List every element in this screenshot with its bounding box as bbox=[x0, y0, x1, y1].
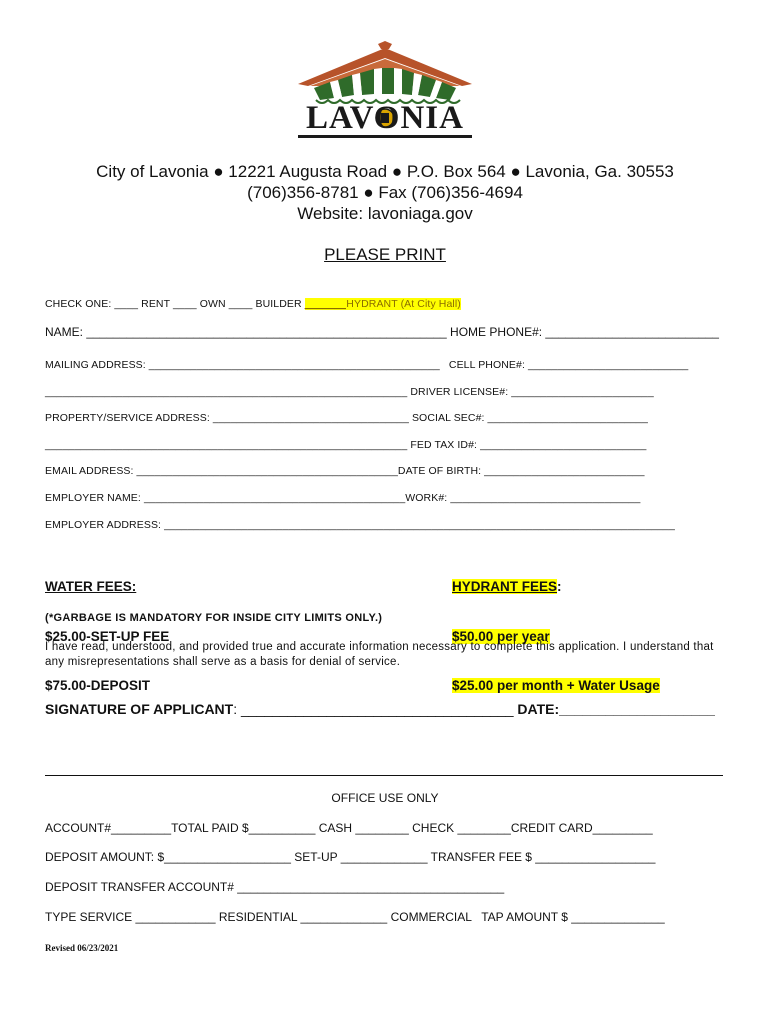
date-line: ____________________ bbox=[559, 701, 715, 717]
property-fed-tax-row: _____________________________________________________________ FED TAX ID#: ____________________________ bbox=[45, 439, 647, 451]
hydrant-fees-block bbox=[452, 546, 660, 711]
hydrant-blank: _______ bbox=[304, 298, 347, 310]
office-transfer-row: DEPOSIT TRANSFER ACCOUNT# ________________________________________ bbox=[45, 880, 505, 894]
signature-row bbox=[45, 701, 715, 717]
hydrant-monthly-fee: $25.00 per month + Water Usage bbox=[452, 678, 660, 693]
website-line: Website: lavoniaga.gov bbox=[297, 204, 473, 223]
water-fees-block bbox=[45, 546, 169, 711]
check-one-options: CHECK ONE: ____ RENT ____ OWN ____ BUILDER bbox=[45, 298, 305, 310]
signature-line: : ___________________________________ bbox=[233, 701, 518, 717]
date-label: DATE: bbox=[517, 701, 560, 717]
mailing-driver-license-row: _____________________________________________________________ DRIVER LICENSE#: ________________________ bbox=[45, 386, 654, 398]
name-home-phone-row: NAME: ______________________________________________________ HOME PHONE#: __________________________ bbox=[45, 325, 719, 339]
office-type-service-row: TYPE SERVICE ____________ RESIDENTIAL _____________ COMMERCIAL TAP AMOUNT $ ______________ bbox=[45, 910, 665, 924]
address-line: City of Lavonia ● 12221 Augusta Road ● P.O. Box 564 ● Lavonia, Ga. 30553 bbox=[96, 162, 674, 181]
phone-line: (706)356-8781 ● Fax (706)356-4694 bbox=[247, 183, 523, 202]
water-setup-fee: $25.00-SET-UP FEE bbox=[45, 628, 170, 644]
hydrant-fees-colon: : bbox=[557, 579, 562, 594]
hydrant-yearly-fee: $50.00 per year bbox=[452, 628, 550, 644]
signature-label: SIGNATURE OF APPLICANT bbox=[45, 701, 234, 717]
mailing-cell-row: MAILING ADDRESS: _________________________________________________ CELL PHONE#: ___________________________ bbox=[45, 359, 689, 371]
check-one-row bbox=[45, 298, 461, 310]
logo-wordmark: LAVONIA bbox=[306, 100, 464, 136]
employer-address-row: EMPLOYER ADDRESS: ______________________________________________________________________________________ bbox=[45, 519, 675, 531]
garbage-note: (*GARBAGE IS MANDATORY FOR INSIDE CITY LIMITS ONLY.) bbox=[45, 612, 383, 624]
property-social-sec-row: PROPERTY/SERVICE ADDRESS: _________________________________ SOCIAL SEC#: ___________________________ bbox=[45, 412, 648, 424]
applicant-statement: I have read, understood, and provided true and accurate information necessary to complete this application. I understand that any misrepresentations shall serve as a basis for denial of service. bbox=[45, 641, 714, 668]
employer-work-row: EMPLOYER NAME: ____________________________________________WORK#: ________________________________ bbox=[45, 492, 641, 504]
email-dob-row: EMAIL ADDRESS: ____________________________________________DATE OF BIRTH: ___________________________ bbox=[45, 465, 645, 477]
office-divider bbox=[45, 775, 723, 776]
page-title: PLEASE PRINT bbox=[324, 245, 446, 264]
revised-date: Revised 06/23/2021 bbox=[45, 943, 119, 953]
water-deposit: $75.00-DEPOSIT bbox=[45, 678, 151, 693]
water-fees-title: WATER FEES: bbox=[45, 579, 137, 594]
office-account-row: ACCOUNT#_________TOTAL PAID $__________ CASH ________ CHECK ________CREDIT CARD_________ bbox=[45, 821, 653, 835]
lavonia-logo bbox=[290, 40, 480, 142]
hydrant-fees-title: HYDRANT FEES bbox=[452, 579, 558, 594]
hydrant-option-label: HYDRANT (At City Hall) bbox=[346, 298, 461, 310]
office-deposit-row: DEPOSIT AMOUNT: $___________________ SET-UP _____________ TRANSFER FEE $ __________________ bbox=[45, 850, 656, 864]
office-use-title: OFFICE USE ONLY bbox=[331, 791, 439, 805]
